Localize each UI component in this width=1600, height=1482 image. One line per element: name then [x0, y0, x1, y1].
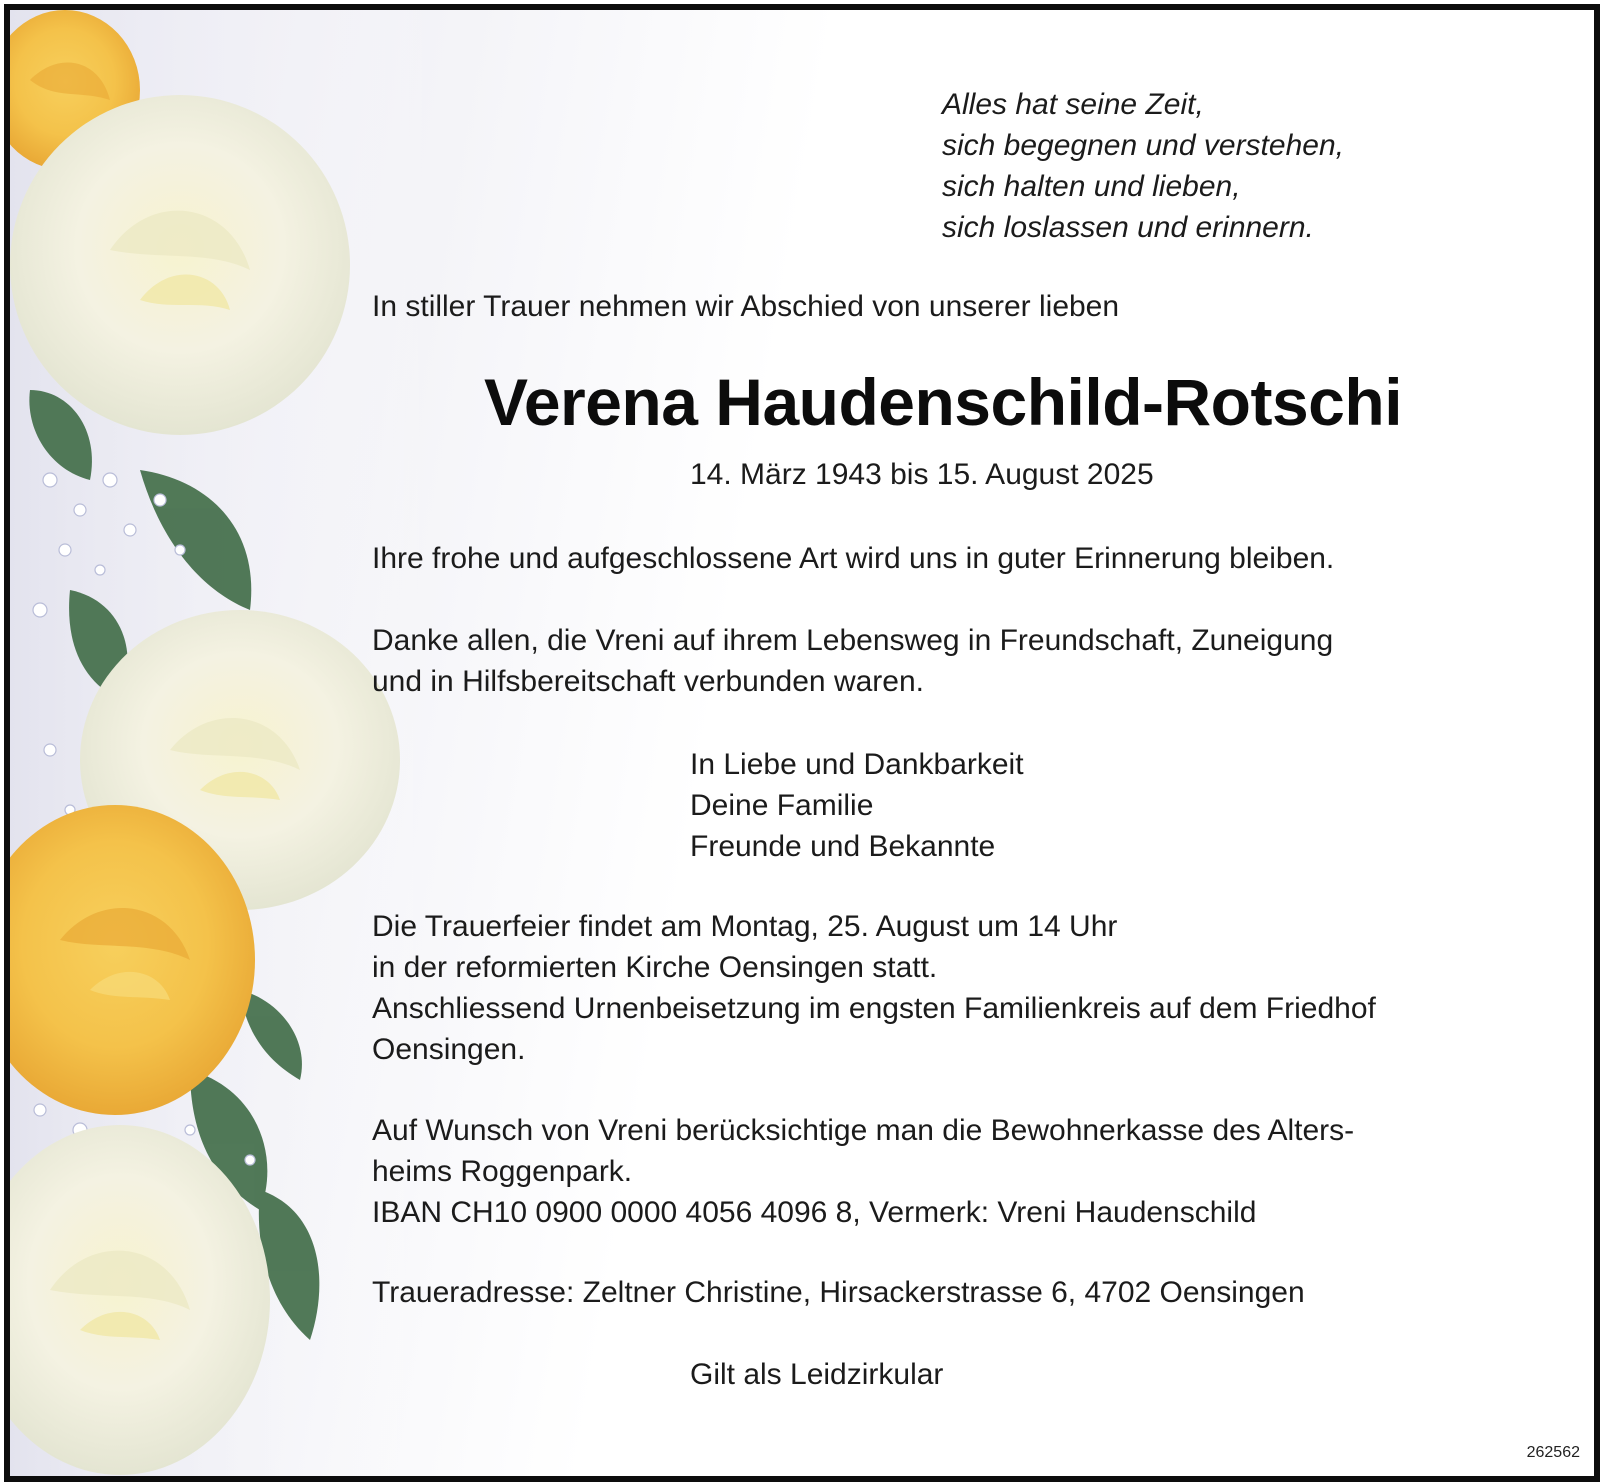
donation-line: Auf Wunsch von Vreni berücksichtige man die Bewohnerkasse des Alters-	[372, 1114, 1355, 1147]
signature-line: Freunde und Bekannte	[690, 830, 996, 863]
rose-bouquet-illustration	[10, 10, 440, 1476]
poem-line: sich begegnen und verstehen,	[942, 129, 1344, 162]
reference-number: 262562	[1526, 1444, 1580, 1461]
signature-block	[690, 744, 1024, 867]
thanks-line: und in Hilfsbereitschaft verbunden waren.	[372, 665, 924, 698]
donation-paragraph	[372, 1110, 1354, 1233]
donation-line: heims Roggenpark.	[372, 1155, 633, 1188]
ceremony-line: in der reformierten Kirche Oensingen statt.	[372, 951, 938, 984]
mourning-address: Traueradresse: Zeltner Christine, Hirsackerstrasse 6, 4702 Oensingen	[372, 1276, 1305, 1309]
intro-text: In stiller Trauer nehmen wir Abschied von unserer lieben	[372, 290, 1120, 323]
poem-line: sich loslassen und erinnern.	[942, 211, 1314, 244]
ceremony-paragraph	[372, 906, 1376, 1070]
ceremony-line: Die Trauerfeier findet am Montag, 25. August um 14 Uhr	[372, 910, 1118, 943]
thanks-paragraph	[372, 620, 1333, 702]
deceased-name: Verena Haudenschild-Rotschi	[483, 365, 1403, 439]
life-dates: 14. März 1943 bis 15. August 2025	[690, 458, 1154, 491]
poem-line: Alles hat seine Zeit,	[942, 88, 1204, 121]
obituary-notice	[4, 4, 1600, 1482]
tribute-paragraph: Ihre frohe und aufgeschlossene Art wird uns in guter Erinnerung bleiben.	[372, 542, 1335, 575]
thanks-line: Danke allen, die Vreni auf ihrem Lebensweg in Freundschaft, Zuneigung	[372, 624, 1334, 657]
poem-line: sich halten und lieben,	[942, 170, 1241, 203]
signature-line: Deine Familie	[690, 789, 874, 822]
poem-quote	[942, 84, 1344, 248]
ceremony-line: Oensingen.	[372, 1033, 526, 1066]
iban-line: IBAN CH10 0900 0000 4056 4096 8, Vermerk: Vreni Haudenschild	[372, 1196, 1257, 1229]
ceremony-line: Anschliessend Urnenbeisetzung im engsten Familienkreis auf dem Friedhof	[372, 992, 1376, 1025]
closing-note: Gilt als Leidzirkular	[690, 1358, 944, 1391]
signature-line: In Liebe und Dankbarkeit	[690, 748, 1024, 781]
